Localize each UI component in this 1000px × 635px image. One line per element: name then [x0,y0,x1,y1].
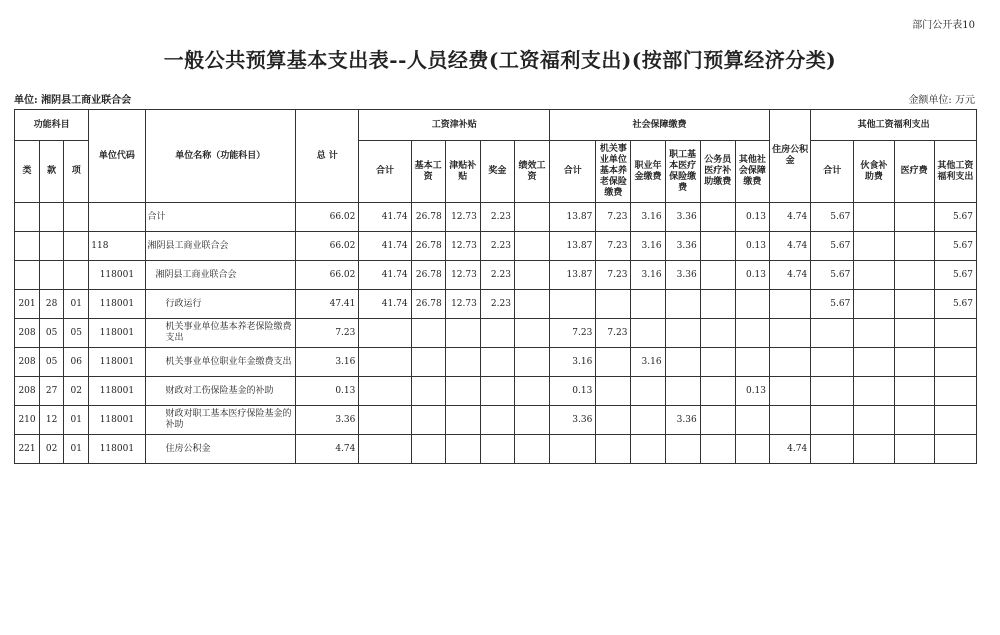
cell-unit-code: 118 [89,232,145,261]
cell-allowance [445,319,480,348]
cell-lei [15,261,40,290]
cell-bonus [480,377,514,406]
cell-pension [596,406,631,435]
cell-unit-name: 住房公积金 [145,435,296,464]
cell-other-total: 5.67 [811,261,854,290]
cell-civil-medical [700,348,735,377]
cell-housing: 4.74 [770,232,811,261]
cell-meal [854,232,894,261]
cell-lei [15,203,40,232]
cell-annuity: 3.16 [631,348,665,377]
table-row [15,348,977,377]
cell-xiang: 01 [64,435,89,464]
cell-unit-code: 118001 [89,290,145,319]
cell-pension: 7.23 [596,232,631,261]
cell-social-total: 7.23 [550,319,596,348]
cell-medical: 3.36 [665,261,700,290]
header-civil-medical: 公务员医疗补助缴费 [700,141,735,203]
cell-xiang: 01 [64,406,89,435]
cell-housing [770,290,811,319]
cell-unit-name: 湘阴县工商业联合会 [145,232,296,261]
cell-lei: 201 [15,290,40,319]
cell-bonus: 2.23 [480,261,514,290]
header-kuan: 款 [40,141,64,203]
cell-medical-fee [894,435,934,464]
cell-medical-fee [894,319,934,348]
cell-wage-total: 41.74 [359,290,411,319]
cell-other-total [811,319,854,348]
cell-other-social [735,290,769,319]
cell-unit-name: 财政对职工基本医疗保险基金的补助 [145,406,296,435]
cell-civil-medical [700,377,735,406]
cell-other-total [811,435,854,464]
cell-social-total: 13.87 [550,261,596,290]
cell-allowance: 12.73 [445,203,480,232]
header-wage-total: 合计 [359,141,411,203]
cell-lei: 210 [15,406,40,435]
cell-pension [596,435,631,464]
cell-perf-wage [514,319,549,348]
cell-kuan: 27 [40,377,64,406]
cell-other-social [735,319,769,348]
cell-total: 66.02 [296,261,359,290]
cell-basic-wage [411,319,445,348]
cell-other-social [735,435,769,464]
cell-medical: 3.36 [665,203,700,232]
cell-medical-fee [894,232,934,261]
cell-social-total [550,435,596,464]
cell-other-social: 0.13 [735,203,769,232]
cell-allowance [445,348,480,377]
cell-kuan: 28 [40,290,64,319]
cell-allowance: 12.73 [445,290,480,319]
cell-basic-wage: 26.78 [411,290,445,319]
cell-medical [665,377,700,406]
header-allowance: 津贴补贴 [445,141,480,203]
cell-kuan [40,232,64,261]
cell-pension [596,290,631,319]
cell-other-welfare: 5.67 [934,203,976,232]
cell-lei [15,232,40,261]
cell-other-social [735,348,769,377]
cell-xiang: 06 [64,348,89,377]
cell-wage-total: 41.74 [359,232,411,261]
cell-perf-wage [514,435,549,464]
cell-medical-fee [894,348,934,377]
cell-medical-fee [894,377,934,406]
cell-wage-total: 41.74 [359,203,411,232]
cell-bonus: 2.23 [480,203,514,232]
cell-medical-fee [894,261,934,290]
cell-housing [770,319,811,348]
cell-other-social: 0.13 [735,377,769,406]
cell-meal [854,435,894,464]
money-unit-label: 金额单位: 万元 [908,95,975,106]
cell-medical [665,290,700,319]
cell-medical-fee [894,203,934,232]
cell-annuity: 3.16 [631,203,665,232]
cell-meal [854,319,894,348]
cell-housing: 4.74 [770,261,811,290]
header-medical: 职工基本医疗保险缴费 [665,141,700,203]
cell-xiang [64,261,89,290]
cell-basic-wage [411,348,445,377]
table-row [15,435,977,464]
header-other-welfare: 其他工资福利支出 [934,141,976,203]
cell-total: 7.23 [296,319,359,348]
cell-civil-medical [700,406,735,435]
cell-kuan [40,203,64,232]
cell-bonus: 2.23 [480,290,514,319]
cell-wage-total [359,435,411,464]
cell-bonus [480,435,514,464]
cell-allowance [445,377,480,406]
cell-unit-name: 机关事业单位基本养老保险缴费支出 [145,319,296,348]
header-medical-fee: 医疗费 [894,141,934,203]
cell-annuity [631,406,665,435]
cell-wage-total [359,406,411,435]
cell-other-social: 0.13 [735,232,769,261]
cell-unit-code: 118001 [89,406,145,435]
header-lei: 类 [15,141,40,203]
cell-lei: 208 [15,319,40,348]
cell-allowance [445,435,480,464]
cell-civil-medical [700,232,735,261]
cell-pension: 7.23 [596,319,631,348]
cell-other-welfare [934,435,976,464]
cell-wage-total [359,377,411,406]
cell-medical-fee [894,406,934,435]
cell-unit-code: 118001 [89,377,145,406]
cell-other-total: 5.67 [811,203,854,232]
cell-civil-medical [700,290,735,319]
cell-total: 66.02 [296,203,359,232]
cell-civil-medical [700,319,735,348]
cell-total: 3.36 [296,406,359,435]
cell-total: 47.41 [296,290,359,319]
cell-wage-total [359,319,411,348]
header-func: 功能科目 [15,110,89,141]
cell-basic-wage [411,435,445,464]
form-number: 部门公开表10 [912,20,975,31]
cell-bonus: 2.23 [480,232,514,261]
cell-kuan: 05 [40,319,64,348]
cell-pension [596,348,631,377]
cell-unit-name: 机关事业单位职业年金缴费支出 [145,348,296,377]
cell-unit-code: 118001 [89,261,145,290]
cell-pension: 7.23 [596,203,631,232]
cell-housing: 4.74 [770,435,811,464]
cell-annuity [631,377,665,406]
cell-housing: 4.74 [770,203,811,232]
cell-medical: 3.36 [665,406,700,435]
cell-other-total [811,406,854,435]
cell-other-welfare: 5.67 [934,261,976,290]
cell-lei: 208 [15,377,40,406]
header-other-social: 其他社会保障缴费 [735,141,769,203]
cell-meal [854,290,894,319]
cell-annuity [631,435,665,464]
cell-perf-wage [514,348,549,377]
cell-medical [665,435,700,464]
cell-annuity [631,319,665,348]
header-unit-code: 单位代码 [89,110,145,203]
table-row [15,261,977,290]
cell-social-total: 3.36 [550,406,596,435]
cell-perf-wage [514,406,549,435]
cell-social-total [550,290,596,319]
cell-unit-name: 合计 [145,203,296,232]
header-social-total: 合计 [550,141,596,203]
cell-social-total: 3.16 [550,348,596,377]
cell-civil-medical [700,435,735,464]
cell-perf-wage [514,290,549,319]
cell-xiang: 05 [64,319,89,348]
table-row [15,232,977,261]
unit-label: 单位: 湘阴县工商业联合会 [14,95,132,106]
cell-civil-medical [700,261,735,290]
cell-wage-total [359,348,411,377]
cell-other-welfare [934,348,976,377]
cell-allowance: 12.73 [445,261,480,290]
cell-medical: 3.36 [665,232,700,261]
table-row [15,203,977,232]
cell-pension [596,377,631,406]
header-other-group: 其他工资福利支出 [811,110,977,141]
header-pension: 机关事业单位基本养老保险缴费 [596,141,631,203]
cell-other-welfare [934,319,976,348]
cell-medical-fee [894,290,934,319]
cell-lei: 208 [15,348,40,377]
cell-xiang: 01 [64,290,89,319]
cell-meal [854,348,894,377]
cell-meal [854,406,894,435]
header-social-group: 社会保障缴费 [550,110,770,141]
cell-kuan: 05 [40,348,64,377]
cell-perf-wage [514,203,549,232]
cell-social-total: 0.13 [550,377,596,406]
cell-unit-code: 118001 [89,348,145,377]
cell-unit-name: 行政运行 [145,290,296,319]
table-row [15,290,977,319]
cell-basic-wage: 26.78 [411,261,445,290]
cell-total: 66.02 [296,232,359,261]
header-annuity: 职业年金缴费 [631,141,665,203]
header-basic-wage: 基本工资 [411,141,445,203]
cell-annuity [631,290,665,319]
header-wage-group: 工资津补贴 [359,110,550,141]
cell-wage-total: 41.74 [359,261,411,290]
cell-perf-wage [514,377,549,406]
table-row [15,319,977,348]
cell-meal [854,377,894,406]
cell-unit-name: 财政对工伤保险基金的补助 [145,377,296,406]
cell-other-total: 5.67 [811,232,854,261]
cell-housing [770,406,811,435]
cell-total: 4.74 [296,435,359,464]
cell-unit-code [89,203,145,232]
cell-annuity: 3.16 [631,261,665,290]
cell-kuan: 12 [40,406,64,435]
cell-other-social: 0.13 [735,261,769,290]
header-meal: 伙食补助费 [854,141,894,203]
cell-kuan [40,261,64,290]
cell-perf-wage [514,232,549,261]
table-row [15,406,977,435]
cell-other-total [811,348,854,377]
header-housing: 住房公积金 [770,110,811,203]
header-xiang: 项 [64,141,89,203]
header-bonus: 奖金 [480,141,514,203]
cell-medical [665,319,700,348]
page-title: 一般公共预算基本支出表--人员经费(工资福利支出)(按部门预算经济分类) [163,48,837,72]
cell-meal [854,203,894,232]
cell-civil-medical [700,203,735,232]
cell-other-welfare: 5.67 [934,232,976,261]
cell-social-total: 13.87 [550,232,596,261]
cell-other-social [735,406,769,435]
cell-allowance [445,406,480,435]
cell-bonus [480,319,514,348]
cell-kuan: 02 [40,435,64,464]
cell-basic-wage: 26.78 [411,203,445,232]
budget-table [14,109,977,464]
cell-total: 0.13 [296,377,359,406]
cell-allowance: 12.73 [445,232,480,261]
cell-basic-wage: 26.78 [411,232,445,261]
cell-other-welfare [934,406,976,435]
cell-bonus [480,406,514,435]
cell-other-welfare: 5.67 [934,290,976,319]
table-row [15,377,977,406]
cell-other-total [811,377,854,406]
cell-other-welfare [934,377,976,406]
cell-bonus [480,348,514,377]
cell-xiang: 02 [64,377,89,406]
cell-housing [770,348,811,377]
cell-basic-wage [411,377,445,406]
cell-total: 3.16 [296,348,359,377]
cell-xiang [64,232,89,261]
header-other-total: 合计 [811,141,854,203]
cell-xiang [64,203,89,232]
cell-perf-wage [514,261,549,290]
cell-lei: 221 [15,435,40,464]
cell-unit-name: 湘阴县工商业联合会 [145,261,296,290]
cell-basic-wage [411,406,445,435]
cell-annuity: 3.16 [631,232,665,261]
cell-social-total: 13.87 [550,203,596,232]
cell-unit-code: 118001 [89,319,145,348]
header-total: 总 计 [296,110,359,203]
cell-medical [665,348,700,377]
header-unit-name: 单位名称（功能科目） [145,110,296,203]
cell-pension: 7.23 [596,261,631,290]
cell-meal [854,261,894,290]
cell-other-total: 5.67 [811,290,854,319]
header-perf-wage: 绩效工资 [514,141,549,203]
cell-unit-code: 118001 [89,435,145,464]
cell-housing [770,377,811,406]
